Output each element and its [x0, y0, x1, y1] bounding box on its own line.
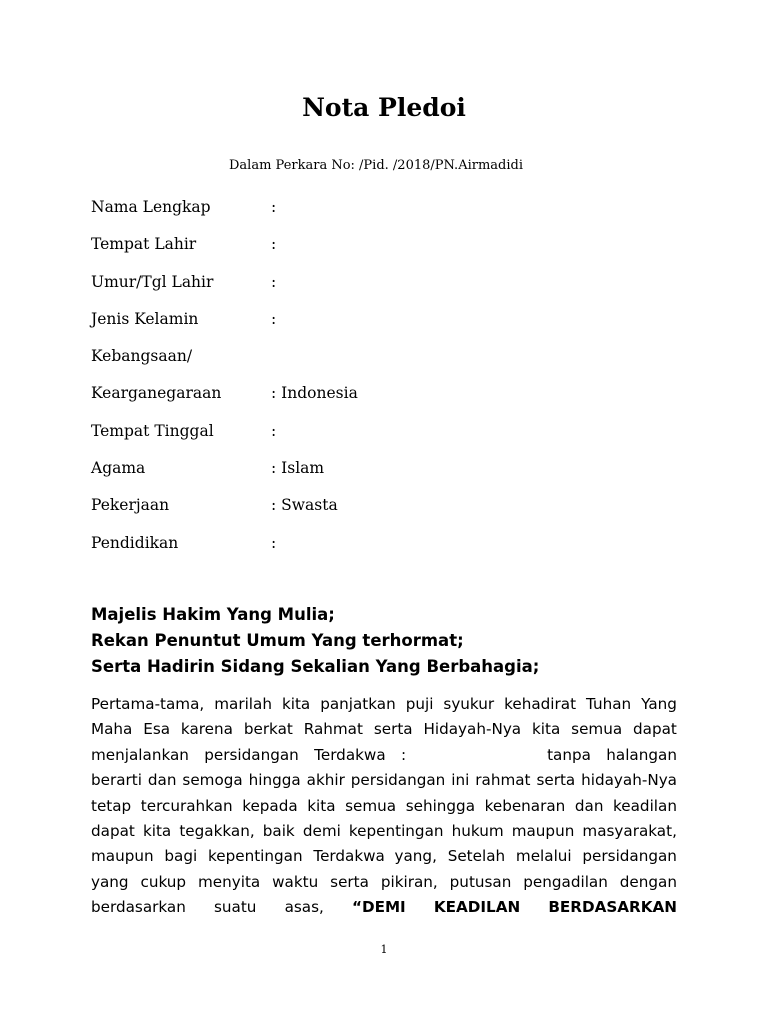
paragraph-line	[91, 870, 677, 895]
paragraph-line	[91, 794, 677, 819]
paragraph-word: berkat	[243, 720, 293, 739]
paragraph-word: syukur	[443, 695, 495, 713]
paragraph-word: sehingga	[405, 796, 476, 815]
paragraph-word: persidangan	[204, 745, 299, 764]
paragraph-word: kehadirat	[504, 695, 577, 713]
identity-label: Jenis Kelamin	[91, 309, 199, 328]
paragraph-bold-word: KEADILAN	[433, 898, 521, 917]
identity-row	[91, 453, 358, 490]
paragraph-word: maupun	[91, 847, 154, 866]
paragraph-word: :	[401, 745, 407, 764]
defendant-identity-table	[91, 192, 358, 565]
paragraph-word: menjalankan	[91, 745, 189, 764]
identity-label: Tempat Lahir	[91, 235, 197, 254]
paragraph-line	[91, 692, 677, 717]
paragraph-word: ini	[451, 771, 470, 790]
paragraph-word: semua	[345, 796, 397, 815]
identity-label: Kearganegaraan	[91, 384, 222, 403]
paragraph-word: Hidayah-Nya	[423, 720, 522, 739]
paragraph-word: persidangan	[582, 847, 677, 866]
paragraph-line	[91, 717, 677, 742]
identity-label: Kebangsaan/	[91, 347, 193, 366]
paragraph-word: Maha	[91, 720, 133, 739]
paragraph-word: Tuhan	[586, 695, 632, 713]
identity-value: :	[271, 309, 277, 328]
paragraph-word: Yang	[641, 695, 677, 713]
identity-row	[91, 304, 358, 341]
paragraph-word: keadilan	[613, 796, 677, 815]
paragraph-word: tercurahkan	[140, 796, 233, 815]
opening-paragraph	[91, 692, 677, 921]
paragraph-word: pikiran,	[380, 872, 438, 891]
paragraph-line	[91, 844, 677, 869]
document-title: Nota Pledoi	[302, 93, 466, 122]
identity-row	[91, 416, 358, 453]
paragraph-word: Terdakwa	[314, 745, 386, 764]
paragraph-word: karena	[180, 720, 233, 739]
paragraph-word: puji	[405, 695, 434, 713]
paragraph-word: dengan	[619, 872, 677, 891]
identity-label: Pendidikan	[91, 533, 179, 552]
paragraph-word: suatu	[213, 898, 257, 917]
paragraph-word: akhir	[306, 771, 345, 790]
identity-label: Umur/Tgl Lahir	[91, 272, 214, 291]
paragraph-word: waktu	[272, 872, 319, 891]
salutation-line: Serta Hadirin Sidang Sekalian Yang Berbahagia;	[91, 657, 540, 676]
paragraph-word: Pertama-tama,	[91, 695, 205, 713]
paragraph-word: halangan	[606, 745, 677, 764]
paragraph-word: marilah	[214, 695, 272, 713]
paragraph-line-last	[91, 895, 677, 920]
paragraph-word: kepada	[242, 796, 298, 815]
paragraph-word: serta	[373, 720, 413, 739]
identity-value: : Indonesia	[271, 384, 358, 403]
paragraph-word: tegakkan,	[179, 821, 255, 840]
identity-value: :	[271, 421, 277, 440]
paragraph-word: serta	[536, 771, 576, 790]
paragraph-word: serta	[330, 872, 369, 891]
salutation-block	[91, 602, 539, 680]
paragraph-word: kita	[307, 796, 336, 815]
paragraph-word: tetap	[91, 796, 132, 815]
identity-row	[91, 192, 358, 229]
identity-row	[91, 528, 358, 565]
paragraph-word: dan	[574, 796, 604, 815]
paragraph-word: berarti	[91, 771, 142, 790]
paragraph-word: masyarakat,	[582, 821, 677, 840]
paragraph-word: cukup	[140, 872, 187, 891]
identity-row	[91, 341, 358, 378]
paragraph-word: kebenaran	[484, 796, 566, 815]
identity-value: : Swasta	[271, 496, 338, 515]
paragraph-word: kita	[532, 720, 561, 739]
paragraph-word: hukum	[451, 821, 504, 840]
identity-value: :	[271, 198, 277, 216]
identity-row	[91, 267, 358, 304]
identity-value: :	[271, 272, 277, 291]
paragraph-word: demi	[302, 821, 341, 840]
paragraph-word: persidangan	[350, 771, 446, 790]
paragraph-word: semoga	[182, 771, 243, 790]
identity-row	[91, 378, 358, 415]
paragraph-word: asas,	[284, 898, 324, 917]
paragraph-line	[91, 743, 677, 768]
paragraph-bold-word: “DEMI	[351, 898, 406, 917]
paragraph-word: maupun	[511, 821, 575, 840]
identity-row	[91, 229, 358, 266]
paragraph-word: melalui	[515, 847, 572, 866]
identity-value: :	[271, 235, 277, 254]
paragraph-word: semua	[571, 720, 623, 739]
paragraph-word: hingga	[248, 771, 301, 790]
paragraph-word: kita	[142, 821, 172, 840]
paragraph-word: rahmat	[475, 771, 531, 790]
paragraph-line	[91, 819, 677, 844]
paragraph-word: tanpa	[421, 745, 591, 764]
paragraph-word: kepentingan	[348, 821, 444, 840]
paragraph-word: Setelah	[447, 847, 506, 866]
paragraph-word: yang	[91, 872, 129, 891]
identity-value: :	[271, 533, 277, 552]
paragraph-word: kepentingan	[208, 847, 303, 866]
identity-label: Agama	[91, 459, 146, 478]
identity-label: Nama Lengkap	[91, 198, 211, 216]
identity-value: : Islam	[271, 459, 325, 478]
paragraph-word: Esa	[143, 720, 171, 739]
paragraph-word: menyita	[197, 872, 261, 891]
paragraph-word: kita	[281, 695, 311, 713]
page-number: 1	[380, 943, 388, 956]
identity-label: Tempat Tinggal	[91, 421, 214, 440]
salutation-line: Rekan Penuntut Umum Yang terhormat;	[91, 631, 464, 650]
paragraph-bold-word: BERDASARKAN	[548, 898, 677, 917]
paragraph-word: panjatkan	[320, 695, 396, 713]
paragraph-word: Terdakwa yang,	[313, 847, 437, 866]
paragraph-word: dapat	[91, 821, 135, 840]
paragraph-line	[91, 768, 677, 793]
paragraph-word: dan	[147, 771, 177, 790]
paragraph-word: putusan	[449, 872, 512, 891]
paragraph-word: Rahmat	[303, 720, 363, 739]
identity-label: Pekerjaan	[91, 496, 170, 515]
paragraph-word: dapat	[633, 720, 677, 739]
paragraph-word: hidayah-Nya	[581, 771, 677, 790]
case-number: Dalam Perkara No: /Pid. /2018/PN.Airmadidi	[229, 158, 523, 173]
paragraph-word: bagi	[164, 847, 198, 866]
paragraph-word: pengadilan	[523, 872, 608, 891]
identity-row	[91, 490, 358, 527]
paragraph-word: berdasarkan	[91, 898, 186, 917]
salutation-line: Majelis Hakim Yang Mulia;	[91, 605, 335, 624]
paragraph-word: baik	[262, 821, 295, 840]
